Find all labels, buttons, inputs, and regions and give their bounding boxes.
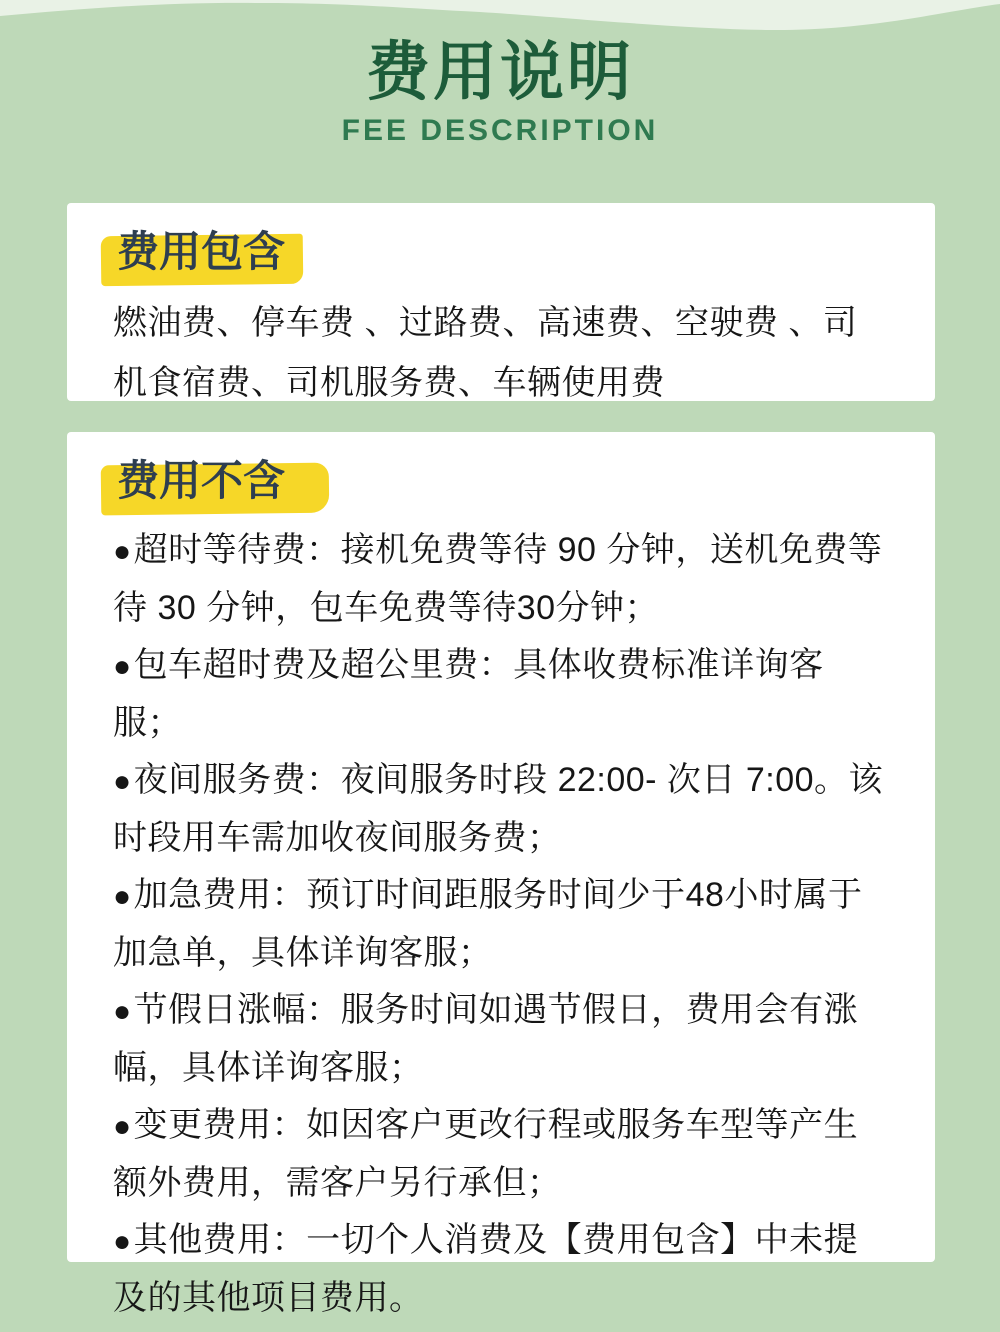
bullet-icon: ● bbox=[113, 1110, 132, 1144]
bullet-icon: ● bbox=[113, 1225, 132, 1259]
fee-included-card bbox=[67, 203, 935, 401]
bullet-icon: ● bbox=[113, 995, 132, 1029]
list-item bbox=[113, 1097, 889, 1212]
page-title: 费用说明 bbox=[366, 36, 634, 108]
list-item-text: 夜间服务费：夜间服务时段 22:00- 次日 7:00。该时段用车需加收夜间服务费； bbox=[113, 761, 884, 858]
page-subtitle: FEE DESCRIPTION bbox=[341, 114, 659, 147]
list-item-text: 变更费用：如因客户更改行程或服务车型等产生额外费用，需客户另行承但； bbox=[113, 1106, 859, 1203]
list-item bbox=[113, 867, 889, 982]
list-item bbox=[113, 752, 889, 867]
bullet-icon: ● bbox=[113, 765, 132, 799]
fee-excluded-heading: 费用不含 bbox=[113, 456, 289, 506]
list-item-text: 加急费用：预订时间距服务时间少于48小时属于加急单，具体详询客服； bbox=[113, 876, 863, 973]
bullet-icon: ● bbox=[113, 650, 132, 684]
list-item bbox=[113, 522, 889, 637]
fee-included-body: 燃油费、停车费 、过路费、高速费、空驶费 、司机食宿费、司机服务费、车辆使用费 bbox=[113, 304, 858, 403]
page-header bbox=[0, 36, 1000, 148]
fee-excluded-list bbox=[113, 522, 889, 1327]
list-item-text: 节假日涨幅：服务时间如遇节假日，费用会有涨幅，具体详询客服； bbox=[113, 991, 859, 1088]
list-item bbox=[113, 637, 889, 752]
list-item bbox=[113, 1212, 889, 1327]
list-item-text: 其他费用：一切个人消费及【费用包含】中未提及的其他项目费用。 bbox=[113, 1221, 859, 1318]
list-item bbox=[113, 982, 889, 1097]
list-item-text: 超时等待费：接机免费等待 90 分钟，送机免费等待 30 分钟，包车免费等待30分钟； bbox=[113, 531, 883, 628]
bullet-icon: ● bbox=[113, 535, 132, 569]
list-item-text: 包车超时费及超公里费：具体收费标准详询客服； bbox=[113, 646, 824, 743]
bullet-icon: ● bbox=[113, 880, 132, 914]
fee-excluded-card bbox=[67, 432, 935, 1318]
fee-included-heading: 费用包含 bbox=[113, 227, 289, 277]
